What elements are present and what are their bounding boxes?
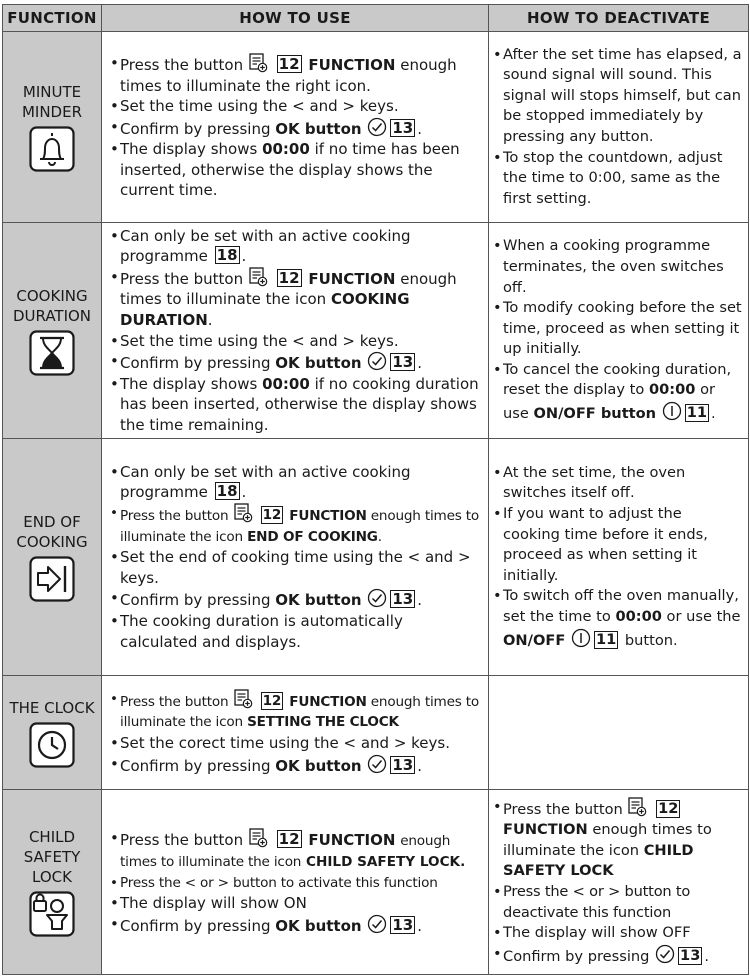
list-item: • The display will show ON bbox=[110, 893, 482, 914]
list-item: • The display shows 00:00 if no cooking duration has been inserted, otherwise the display shows the time remaining. bbox=[110, 374, 482, 436]
how-to-deactivate-end-of-cooking bbox=[489, 439, 749, 676]
how-to-deactivate-minute-minder bbox=[489, 32, 749, 223]
list-item: • Confirm by pressing OK button 13 . bbox=[110, 117, 482, 140]
child-lock-icon bbox=[29, 891, 75, 937]
header-how-to-use: HOW TO USE bbox=[102, 5, 489, 32]
ok-check-icon bbox=[367, 117, 387, 137]
list-item: • Press the button 12 FUNCTION enough times to illuminate the right icon. bbox=[110, 53, 482, 96]
table-row bbox=[3, 32, 749, 223]
list-item: • Set the corect time using the < and > keys. bbox=[110, 733, 482, 754]
list-item: • Press the button 12 FUNCTION enough times to illuminate the icon CHILD SAFETY LOCK bbox=[493, 797, 742, 882]
menu-function-icon bbox=[234, 503, 254, 523]
list-item: • To stop the countdown, adjust the time to 0:00, same as the first setting. bbox=[493, 148, 742, 210]
list-item: • Confirm by pressing OK button 13 . bbox=[110, 914, 482, 937]
end-cooking-icon bbox=[29, 556, 75, 602]
function-cell-minute-minder bbox=[3, 32, 102, 223]
function-cell-child-safety-lock bbox=[3, 790, 102, 975]
function-table bbox=[2, 4, 749, 975]
list-item: • Press the < or > button to deactivate this function bbox=[493, 882, 742, 923]
table-row bbox=[3, 790, 749, 975]
power-icon bbox=[662, 401, 682, 421]
header-function: FUNCTION bbox=[3, 5, 102, 32]
list-item: • Can only be set with an active cooking programme 18 . bbox=[110, 226, 482, 267]
header-row bbox=[3, 5, 749, 32]
how-to-deactivate-child-safety-lock bbox=[489, 790, 749, 975]
list-item: • Press the < or > button to activate this function bbox=[110, 873, 482, 894]
function-name: MINUTE MINDER bbox=[21, 83, 83, 121]
list-item: • Set the time using the < and > keys. bbox=[110, 96, 482, 117]
function-name: END OF COOKING bbox=[16, 513, 88, 551]
list-item: • Confirm by pressing OK button 13 . bbox=[110, 754, 482, 777]
bell-icon bbox=[29, 126, 75, 172]
list-item: • Set the end of cooking time using the < and > keys. bbox=[110, 547, 482, 588]
list-item: • If you want to adjust the cooking time before it ends, proceed as when setting it initially. bbox=[493, 504, 742, 586]
table-row bbox=[3, 223, 749, 439]
how-to-use-child-safety-lock bbox=[102, 790, 489, 975]
list-item: • Set the time using the < and > keys. bbox=[110, 331, 482, 352]
list-item: • Confirm by pressing OK button 13 . bbox=[110, 351, 482, 374]
ok-check-icon bbox=[367, 754, 387, 774]
list-item: • To switch off the oven manually, set the time to 00:00 or use the ON/OFF 11 button. bbox=[493, 586, 742, 651]
menu-function-icon bbox=[628, 797, 648, 817]
menu-function-icon bbox=[234, 689, 254, 709]
how-to-use-cooking-duration bbox=[102, 223, 489, 439]
function-name: THE CLOCK bbox=[9, 698, 95, 717]
list-item: • At the set time, the oven switches itself off. bbox=[493, 463, 742, 504]
menu-function-icon bbox=[249, 828, 269, 848]
list-item: • Confirm by pressing OK button 13 . bbox=[110, 588, 482, 611]
how-to-deactivate-the-clock bbox=[489, 676, 749, 790]
clock-icon bbox=[29, 722, 75, 768]
list-item: • The display shows 00:00 if no time has been inserted, otherwise the display shows the current time. bbox=[110, 139, 482, 201]
how-to-use-minute-minder bbox=[102, 32, 489, 223]
function-name: COOKING DURATION bbox=[12, 286, 92, 325]
list-item: • To cancel the cooking duration, reset the display to 00:00 or use ON/OFF button 11 . bbox=[493, 360, 742, 425]
list-item: • When a cooking programme terminates, the oven switches off. bbox=[493, 236, 742, 298]
menu-function-icon bbox=[249, 53, 269, 73]
header-how-to-deactivate: HOW TO DEACTIVATE bbox=[489, 5, 749, 32]
hourglass-icon bbox=[29, 330, 75, 376]
list-item: • Press the button 12 FUNCTION enough times to illuminate the icon END OF COOKING. bbox=[110, 503, 482, 547]
list-item: • Press the button 12 FUNCTION enough times to illuminate the icon COOKING DURATION. bbox=[110, 267, 482, 331]
table-row bbox=[3, 676, 749, 790]
list-item: • The display will show OFF bbox=[493, 923, 742, 944]
ok-check-icon bbox=[367, 914, 387, 934]
how-to-use-the-clock bbox=[102, 676, 489, 790]
list-item: • The cooking duration is automatically calculated and displays. bbox=[110, 611, 482, 652]
list-item: • Press the button 12 FUNCTION enough times to illuminate the icon SETTING THE CLOCK bbox=[110, 689, 482, 733]
function-cell-cooking-duration bbox=[3, 223, 102, 439]
list-item: • To modify cooking before the set time, proceed as when setting it up initially. bbox=[493, 298, 742, 360]
ok-check-icon bbox=[367, 588, 387, 608]
how-to-deactivate-cooking-duration bbox=[489, 223, 749, 439]
function-cell-the-clock bbox=[3, 676, 102, 790]
list-item: • Confirm by pressing 13 . bbox=[493, 944, 742, 968]
function-cell-end-of-cooking bbox=[3, 439, 102, 676]
menu-function-icon bbox=[249, 267, 269, 287]
ok-check-icon bbox=[367, 351, 387, 371]
list-item: • Press the button 12 FUNCTION enough times to illuminate the icon CHILD SAFETY LOCK. bbox=[110, 828, 482, 873]
how-to-use-end-of-cooking bbox=[102, 439, 489, 676]
list-item: • After the set time has elapsed, a sound signal will sound. This signal will stops himself, but can be stopped immediately by pressing any button. bbox=[493, 45, 742, 148]
power-icon bbox=[571, 628, 591, 648]
table-row bbox=[3, 439, 749, 676]
list-item: • Can only be set with an active cooking programme 18 . bbox=[110, 462, 482, 503]
ok-check-icon bbox=[655, 944, 675, 964]
function-name: CHILD SAFETY LOCK bbox=[23, 828, 81, 886]
